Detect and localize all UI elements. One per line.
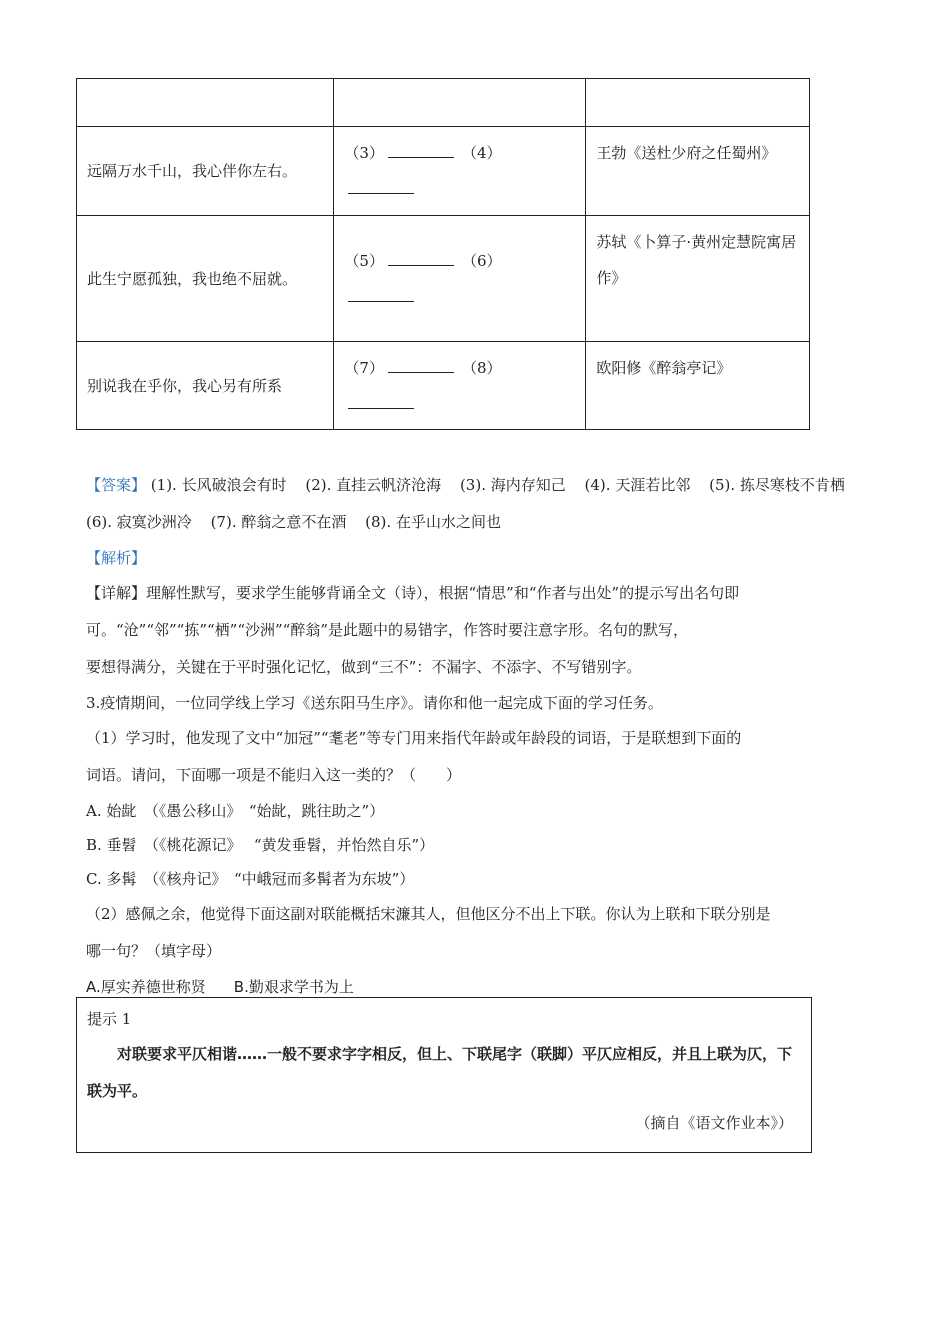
analysis-line: 【详解】理解性默写，要求学生能够背诵全文（诗），根据“情思”和“作者与出处”的提示写出名句即 — [86, 584, 740, 602]
answer-cell — [334, 342, 586, 430]
answer-item: (4). 天涯若比邻 — [584, 476, 691, 494]
question-stem: 3.疫情期间，一位同学线上学习《送东阳马生序》。请你和他一起完成下面的学习任务。 — [86, 694, 663, 712]
source-cell: 苏轼《卜算子·黄州定慧院寓居作》 — [586, 216, 810, 342]
question-line: 哪一句？（填字母） — [86, 942, 222, 960]
meaning-cell: 别说我在乎你，我心另有所系 — [77, 342, 334, 430]
poem-table — [76, 78, 810, 430]
blank-label: （6） — [461, 251, 502, 270]
blank-line[interactable] — [388, 143, 454, 158]
blank-line[interactable] — [348, 179, 414, 194]
option-b: B. 垂髫 （《桃花源记》 “黄发垂髫，并怡然自乐”） — [86, 836, 435, 854]
table-cell — [586, 79, 810, 127]
source-cell: 欧阳修《醉翁亭记》 — [586, 342, 810, 430]
answer-item: (1). 长风破浪会有时 — [150, 476, 287, 494]
meaning-cell: 此生宁愿孤独，我也绝不屈就。 — [77, 216, 334, 342]
blank-label: （7） — [344, 358, 384, 377]
answer-block — [86, 467, 866, 541]
analysis-label: 【解析】 — [86, 549, 147, 567]
table-cell — [77, 79, 334, 127]
table-row — [77, 342, 810, 430]
couplet-a: A.厚实养德世称贤 — [86, 978, 206, 996]
question-line: 词语。请问，下面哪一项是不能归入这一类的？（ ） — [86, 766, 462, 784]
blank-label: （3） — [344, 144, 384, 162]
answer-item: (5). 拣尽寒枝不肯栖 — [709, 476, 845, 494]
question-line: （2）感佩之余，他觉得下面这副对联能概括宋濂其人，但他区分不出上下联。你认为上联和下联分别是 — [86, 905, 771, 923]
analysis-line: 可。“沧”“邻”“拣”“栖”“沙洲”“醉翁”是此题中的易错字，作答时要注意字形。名句的默写， — [86, 621, 689, 639]
answer-cell — [334, 127, 586, 216]
question-line: （1）学习时，他发现了文中“加冠”“耄老”等专门用来指代年龄或年龄段的词语，于是联想到下面的 — [86, 729, 742, 747]
answer-cell — [334, 216, 586, 342]
answer-label: 【答案】 — [86, 476, 147, 494]
option-c: C. 多髯 （《核舟记》 “中峨冠而多髯者为东坡”） — [86, 870, 415, 888]
blank-line[interactable] — [348, 394, 414, 409]
blank-label: （4） — [461, 144, 502, 162]
hint-title: 提示 1 — [87, 1010, 132, 1028]
meaning-cell: 远隔万水千山，我心伴你左右。 — [77, 127, 334, 216]
answer-item: (6). 寂寞沙洲冷 — [86, 513, 192, 531]
source-cell: 王勃《送杜少府之任蜀州》 — [586, 127, 810, 216]
analysis-block — [86, 541, 866, 1004]
couplet-b: B.勤艰求学书为上 — [233, 978, 354, 996]
table-cell — [334, 79, 586, 127]
answer-item: (2). 直挂云帆济沧海 — [305, 476, 442, 494]
table-row — [77, 216, 810, 342]
blank-label: （8） — [461, 358, 502, 377]
hint-box — [76, 997, 812, 1153]
hint-body: 对联要求平仄相谐……一般不要求字字相反，但上、下联尾字（联脚）平仄应相反，并且上联为仄，下联为平。 — [87, 1045, 793, 1100]
blank-line[interactable] — [388, 251, 454, 266]
answer-item: (7). 醉翁之意不在酒 — [210, 513, 347, 531]
blank-line[interactable] — [348, 287, 414, 302]
analysis-line: 要想得满分，关键在于平时强化记忆，做到“三不”：不漏字、不添字、不写错别字。 — [86, 658, 642, 676]
table-row — [77, 127, 810, 216]
blank-line[interactable] — [388, 358, 454, 373]
hint-source: （摘自《语文作业本》） — [635, 1114, 793, 1132]
blank-label: （5） — [344, 251, 384, 270]
answer-item: (3). 海内存知己 — [459, 476, 566, 494]
answer-item: (8). 在乎山水之间也 — [365, 513, 501, 531]
table-row — [77, 79, 810, 127]
option-a: A. 始龀 （《愚公移山》 “始龀，跳往助之”） — [86, 802, 385, 820]
